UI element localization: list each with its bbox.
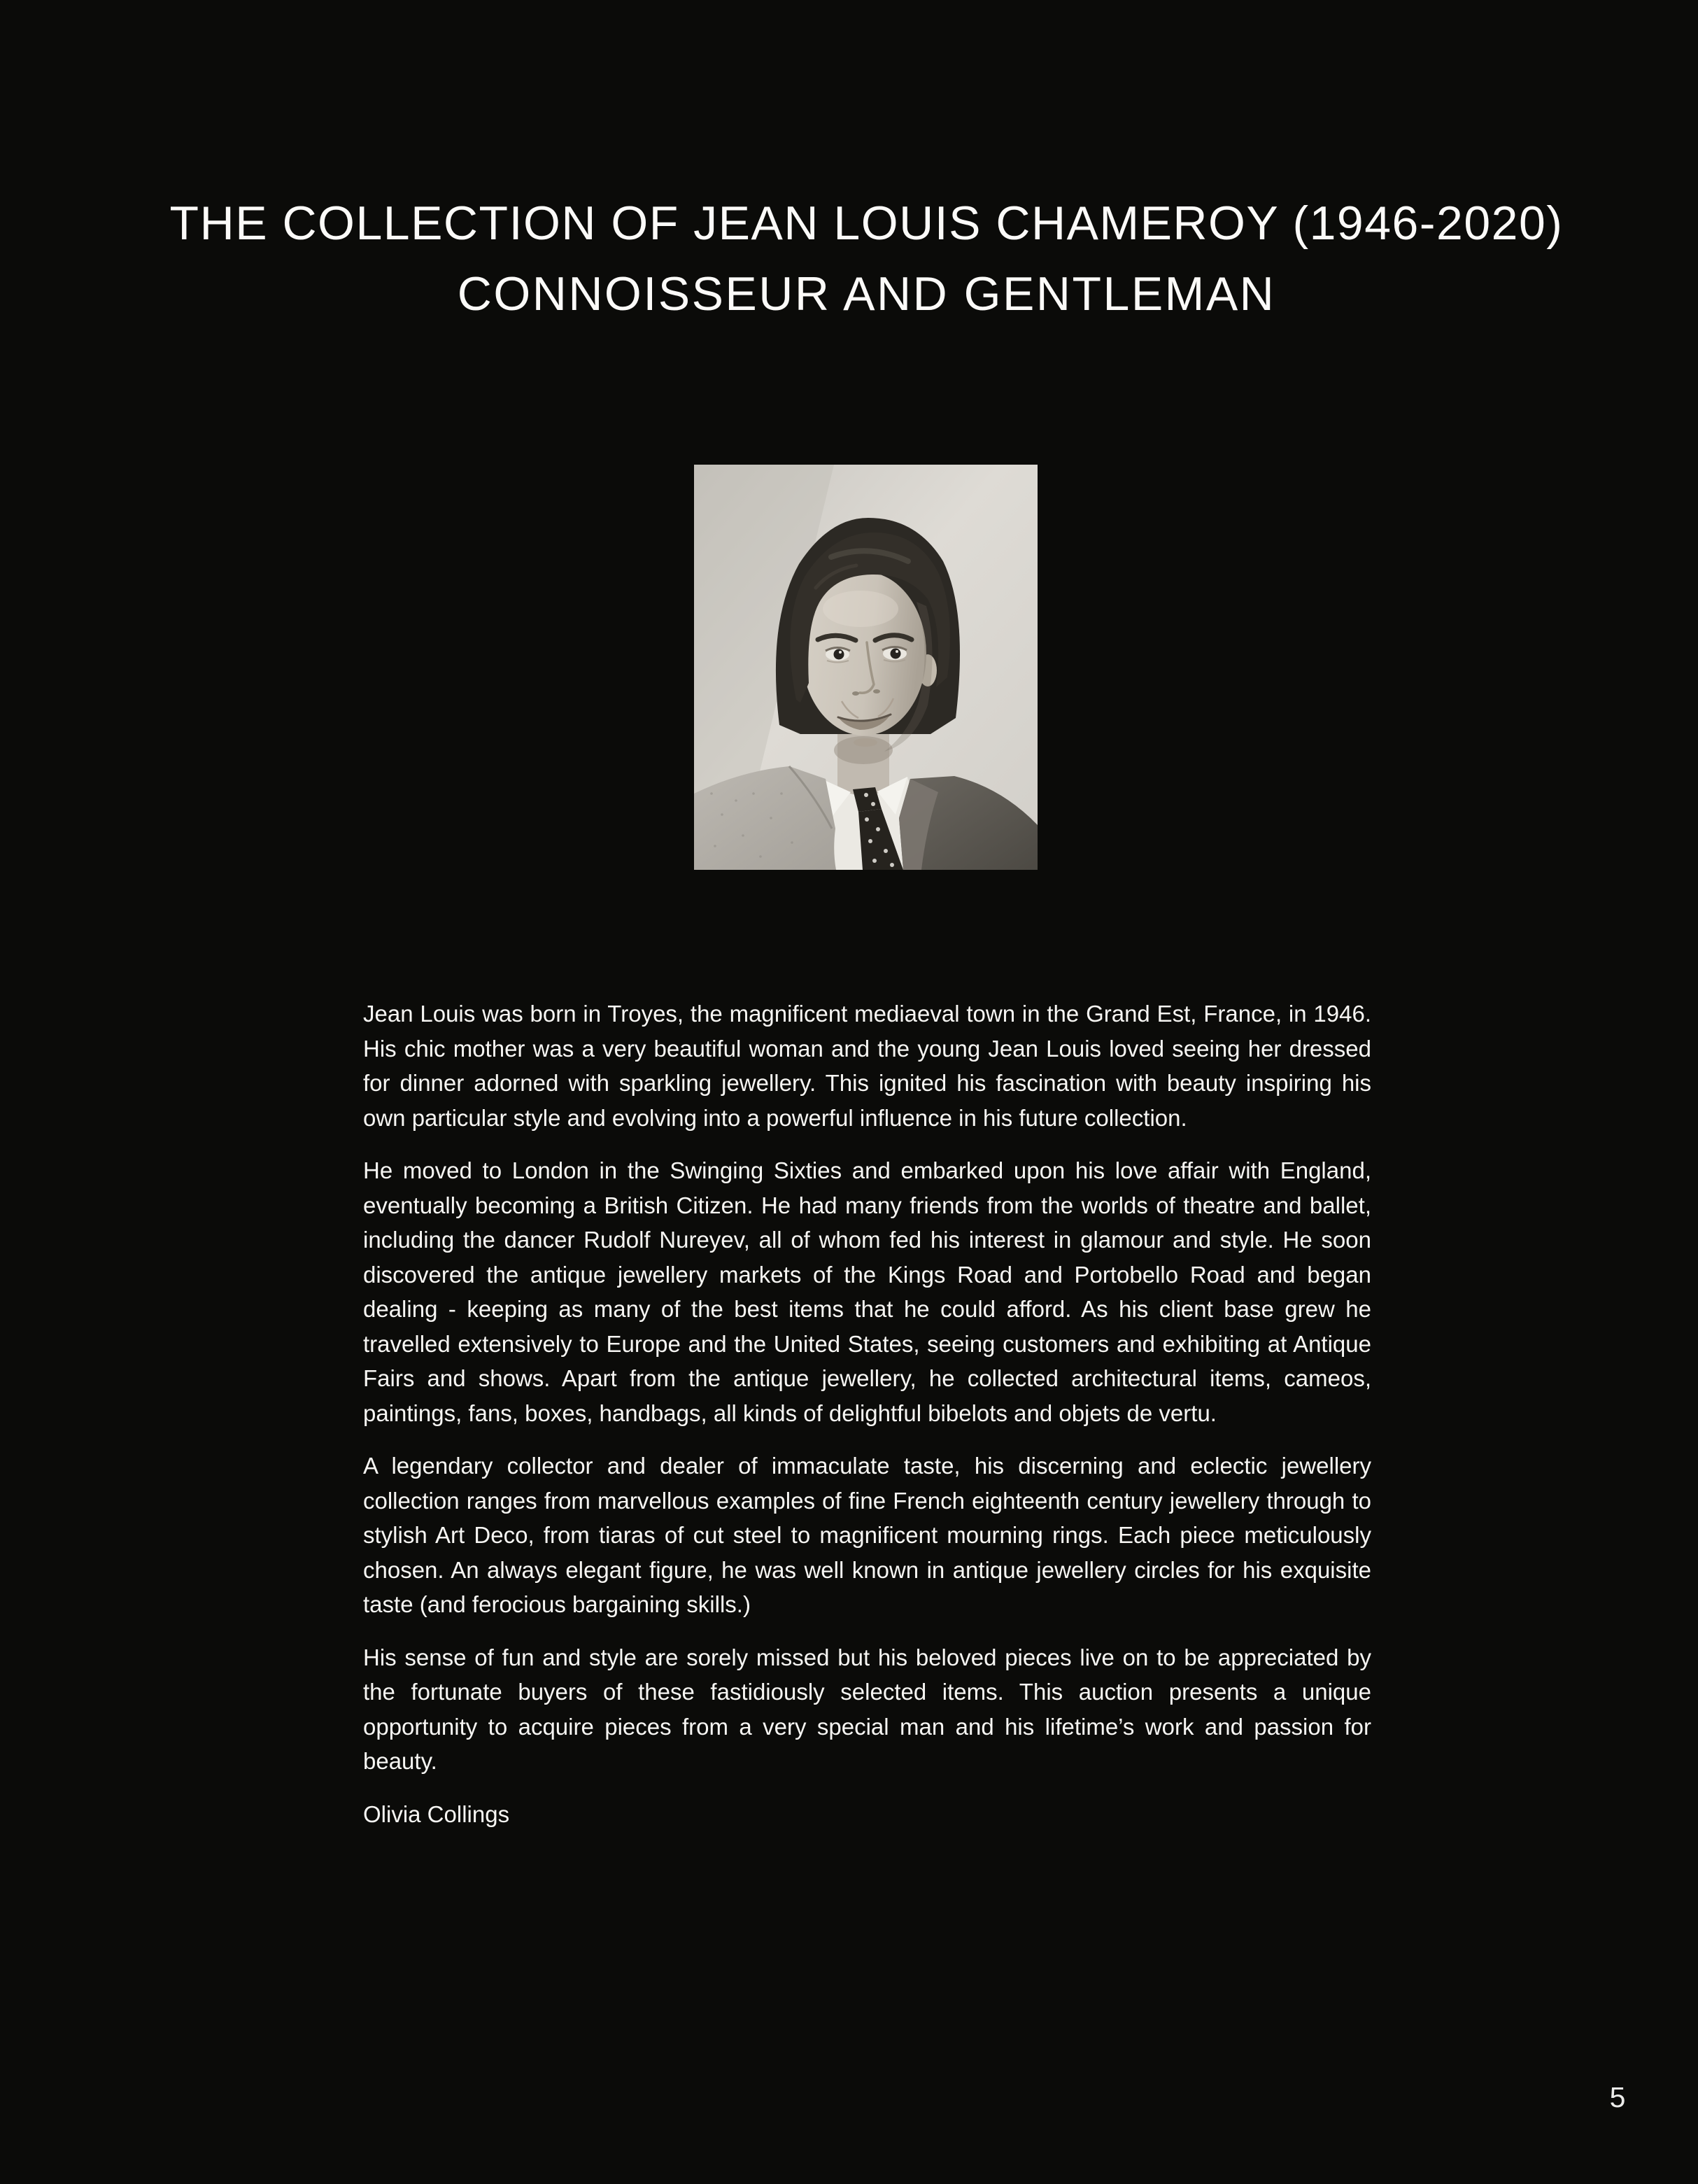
bio-paragraph-3: A legendary collector and dealer of immaculate taste, his discerning and eclectic jewellery collection ranges from marvellous examples of fine French eighteenth century jewellery through to stylish Art Deco, from tiaras of cut steel to magnificent mourning rings. Each piece meticulously chosen. An always elegant figure, he was well known in antique jewellery circles for his exquisite taste (and ferocious bargaining skills.) xyxy=(363,1453,1371,1617)
title-line-2: CONNOISSEUR AND GENTLEMAN xyxy=(457,267,1276,320)
biography-text xyxy=(363,996,1371,1831)
page-number: 5 xyxy=(1609,2081,1626,2113)
bio-paragraph-1: Jean Louis was born in Troyes, the magnificent mediaeval town in the Grand Est, France, in 1946. His chic mother was a very beautiful woman and the young Jean Louis loved seeing her dressed for dinner adorned with sparkling jewellery. This ignited his fascination with beauty inspiring his own particular style and evolving into a powerful influence in his future collection. xyxy=(363,1001,1371,1131)
signature: Olivia Collings xyxy=(363,1801,510,1827)
title-line-1: THE COLLECTION OF JEAN LOUIS CHAMEROY (1946-2020) xyxy=(169,197,1564,250)
page-title xyxy=(35,188,1698,330)
portrait-illustration xyxy=(694,465,1038,870)
bio-paragraph-2: He moved to London in the Swinging Sixties and embarked upon his love affair with England, eventually becoming a British Citizen. He had many friends from the worlds of theatre and ballet, including the dancer Rudolf Nureyev, all of whom fed his interest in glamour and style. He soon discovered the antique jewellery markets of the Kings Road and Portobello Road and began dealing - keeping as many of the best items that he could afford. As his client base grew he travelled extensively to Europe and the United States, seeing customers and exhibiting at Antique Fairs and shows. Apart from the antique jewellery, he collected architectural items, cameos, paintings, fans, boxes, handbags, all kinds of delightful bibelots and objets de vertu. xyxy=(363,1157,1371,1426)
bio-paragraph-4: His sense of fun and style are sorely missed but his beloved pieces live on to be appreciated by the fortunate buyers of these fastidiously selected items. This auction presents a unique opportunity to acquire pieces from a very special man and his lifetime’s work and passion for beauty. xyxy=(363,1644,1371,1774)
portrait-photo xyxy=(694,465,1038,870)
